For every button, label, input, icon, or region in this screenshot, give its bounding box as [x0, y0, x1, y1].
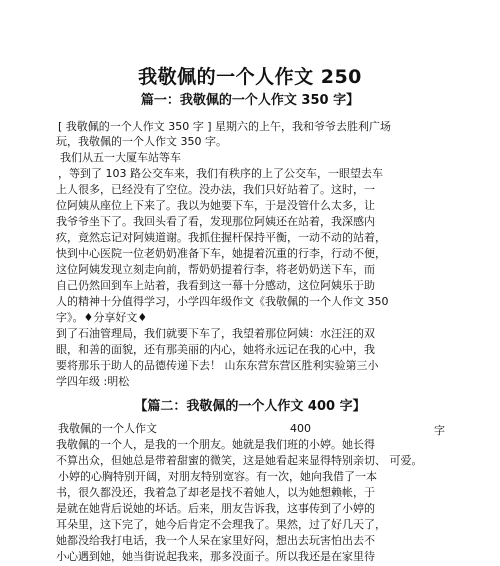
paragraph-line: 玩，我敬佩的一个人作文 350 字。: [56, 135, 227, 148]
paragraph-line: 我们从五一大厦车站等车: [60, 151, 181, 164]
paragraph-line: 是就在她背后说她的坏话。后来，朋友告诉我，这事传到了小婷的: [56, 502, 375, 515]
paragraph-line: 这位阿姨发现立刻走向前，帮奶奶提着行李，将老奶奶送下车，而: [56, 263, 375, 276]
paragraph-line: 我爷爷坐下了。我回头看了看，发现那位阿姨还在站着，我深感内: [56, 215, 375, 228]
paragraph-line: 自己仍然回到车上站着，我看到这一幕十分感动，这位阿姨乐于助: [56, 279, 375, 292]
paragraph-line: 学四年级 :明松: [56, 375, 130, 388]
paragraph-line: 快到中心医院一位老奶奶准备下车，她提着沉重的行李，行动不便，: [56, 247, 386, 260]
section-1-heading: 篇一：我敬佩的一个人作文 350 字】: [140, 93, 360, 108]
paragraph-line: 疚，竟然忘记对阿姨道谢。我抓住握杆保持平衡，一动不动的站着，: [56, 231, 386, 244]
paragraph-line: [ 我敬佩的一个人作文 350 字 ] 星期六的上午，我和爷爷去胜利广场: [58, 120, 392, 133]
paragraph-line: 我敬佩的一个人作文: [58, 422, 157, 435]
paragraph-line: 耳朵里，这下完了，她今后肯定不会理我了。果然，过了好几天了，: [56, 518, 386, 531]
paragraph-line: 小婷的心胸特别开阔，对朋友特别宽容。有一次，她向我借了一本: [58, 470, 377, 483]
section-2-heading: 【篇二：我敬佩的一个人作文 400 字】: [134, 399, 366, 414]
paragraph-line: 人的精神十分值得学习，小学四年级作文《我敬佩的一个人作文 350: [56, 295, 389, 308]
paragraph-line: 字》。♦分享好文♦: [56, 311, 148, 324]
document-title: 我敬佩的一个人作文 250: [138, 66, 362, 88]
paragraph-line: 小心遇到她，她当街说起我来，那多没面子。所以我还是在家里待: [56, 550, 375, 563]
paragraph-line: 我敬佩的一个人，是我的一个朋友。她就是我们班的小婷。她长得: [56, 438, 375, 451]
paragraph-line: 她都没给我打电话，我一个人呆在家里好闷，想出去玩害怕出去不: [56, 534, 375, 547]
paragraph-line: ，等到了 103 路公交车来，我们有秩序的上了公交车，一眼望去车: [58, 167, 383, 180]
paragraph-line: 不算出众，但她总是带着甜蜜的微笑，这是她看起来显得特别亲切、 可爱。: [56, 454, 423, 467]
word-count-unit: 字: [434, 424, 445, 437]
paragraph-line: 上人很多，已经没有了空位。没办法，我们只好站着了。这时，一: [56, 183, 375, 196]
paragraph-line: 位阿姨从座位上下来了。我以为她要下车，于是没管什么太多，让: [56, 199, 375, 212]
paragraph-line: 到了石油管理局，我们就要下车了，我望着那位阿姨：水汪汪的双: [56, 327, 375, 340]
paragraph-line: 书，很久都没还，我着急了却老是找不着她人，以为她想赖帐，于: [56, 486, 375, 499]
paragraph-line: 要将那乐于助人的品德传递下去！ 山东东营东营区胜利实验第三小: [56, 359, 379, 372]
paragraph-line: 眼，和善的面貌，还有那美丽的内心，她将永远记在我的心中，我: [56, 343, 375, 356]
word-count: 400: [290, 422, 311, 435]
